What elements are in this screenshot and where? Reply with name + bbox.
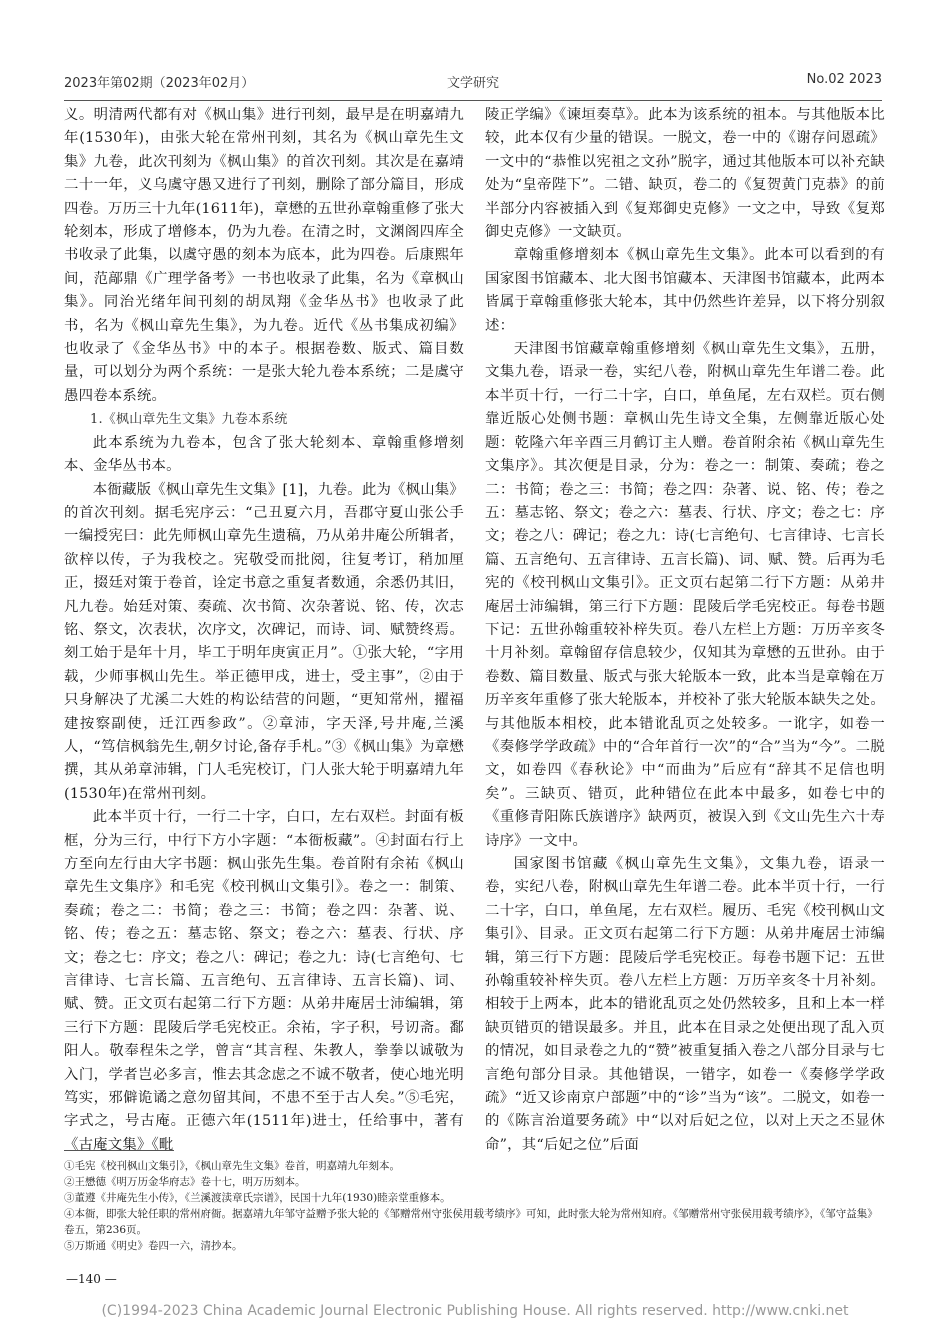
journal-issue: 2023年第02期（2023年02月） (64, 76, 255, 91)
footnote-divider (64, 1150, 174, 1151)
paragraph: 国家图书馆藏《枫山章先生文集》，文集九卷，语录一卷，实纪八卷，附枫山章先生年谱二卷。此本半页十行，一行二十字，白口，单鱼尾，左右双栏。履历、毛宪《校刊枫山文集引》、目录。正文页右起第二行下方题：从弟井庵居士沛编辑，第三行下方题：毘陵后学毛宪校正。每卷书题下记：五世孙翰重较补梓失页。卷八左栏上方题：万历辛亥冬十月补刻。相较于上两本，此本的错讹乱页之处仍然较多，且和上本一样缺页错页的错误最多。并且，此本在目录之处便出现了乱入页的情况，如目录卷之九的“赞”被重复插入卷之八部分目录与七言绝句部分目录。其他错误，一错字，如卷一《奏修学学政疏》“近又诊南京户部题”中的“诊”当为“该”。二脱文，如卷一的《陈言治道要务疏》中“以对后妃之位，以对上天之丕显休命”，其“后妃之位”后面 (485, 856, 885, 1153)
paragraph: 本衙藏版《枫山章先生文集》[1]，九卷。此为《枫山集》的首次刊刻。据毛宪序云：“己丑夏六月，吾郡守夏山张公手一编授宪曰：此先师枫山章先生遗稿，乃从弟井庵公所辑者，欲梓以传，子为我校之。宪敬受而批阅，往复考订，稍加厘正，掇廷对策于卷首，诠定书意之重复者数通，余悉仍其旧，凡九卷。始廷对策、奏疏、次书简、次杂著说、铭、传，次志铭、祭文，次表状，次序文，次碑记，而诗、词、赋赞终焉。刻工始于是年十月，毕工于明年庚寅正月”。①张大轮，“字用载，少师事枫山先生。举正德甲戌，进士，受主事”，②由于只身解决了尤溪二大姓的构讼结营的问题，“更知常州，擢福建按察副使，迁江西参政”。②章沛，字天泽,号井庵,兰溪人，“笃信枫翁先生,朝夕讨论,备存手札。”③《枫山集》为章懋撰，其从弟章沛辑，门人毛宪校订，门人张大轮于明嘉靖九年(1530年)在常州刊刻。 (64, 481, 464, 802)
footnote: ①毛宪《校刊枫山文集引》，《枫山章先生文集》卷首，明嘉靖九年刻本。 (64, 1160, 400, 1172)
header-divider (64, 100, 882, 101)
footnote: ②王懋德《明万历金华府志》卷十七，明万历刻本。 (64, 1176, 306, 1188)
running-header (64, 72, 882, 92)
footnote: ④本衙，即张大轮任职的常州府衙。据嘉靖九年邹守益赠予张大轮的《邹赠常州守张侯用载考绩序》可知，此时张大轮为常州知府。《邹赠常州守张侯用载考绩序》，《邹守益集》卷五，第236页。 (64, 1208, 878, 1236)
page-number: —140 — (66, 1272, 117, 1286)
paragraph: 章翰重修增刻本《枫山章先生文集》。此本可以看到的有国家图书馆藏本、北大图书馆藏本、天津图书馆藏本，此两本皆属于章翰重修张大轮本，其中仍然些许差异，以下将分别叙述： (485, 247, 885, 334)
paragraph: 1.《枫山章先生文集》九卷本系统 (90, 412, 288, 428)
right-column (485, 104, 885, 1157)
paragraph: 此本半页十行，一行二十字，白口，左右双栏。封面有板框，分为三行，中行下方小字题：“本衙板藏”。④封面右行上方至向左行由大字书题：枫山张先生集。卷首附有余祐《枫山章先生文集序》和毛宪《校刊枫山文集引》。卷之一：制策、奏疏；卷之二：书简；卷之三：书简；卷之四：杂著、说、铭、传；卷之五：墓志铭、祭文；卷之六：墓表、行状、序文；卷之七：序文；卷之八：碑记；卷之九：诗(七言绝句、七言律诗、七言长篇、五言绝句、五言律诗、五言长篇)、词、赋、赞。正文页右起第二行下方题：从弟井庵居士沛编辑，第三行下方题：毘陵后学毛宪校正。余祐，字子积，号讱斋。鄱阳人。敬奉程朱之学，曾言“其言程、朱教人，拳拳以诚敬为入门，学者岂必多言，惟去其念虑之不诚不敬者，使心地光明笃实，邪僻诡谲之意勿留其间，不患不至于古人矣。”⑤毛宪，字式之，号古庵。正德六年(1511年)进士，任给事中，著有《古庵文集》《毗 (64, 809, 464, 1153)
left-column (64, 104, 464, 1157)
paragraph: 天津图书馆藏章翰重修增刻《枫山章先生文集》，五册，文集九卷，语录一卷，实纪八卷，附枫山章先生年谱二卷。此本半页十行，一行二十字，白口，单鱼尾，左右双栏。页右侧靠近版心处侧书题：章枫山先生诗文全集，左侧靠近版心处题：乾隆六年辛酉三月鹤订主人赠。卷首附余祐《枫山章先生文集序》。其次便是目录，分为：卷之一：制策、奏疏；卷之二：书简；卷之三：书简；卷之四：杂著、说、铭、传；卷之五：墓志铭、祭文；卷之六：墓表、行状、序文；卷之七：序文；卷之八：碑记；卷之九：诗(七言绝句、七言律诗、七言长篇、五言绝句、五言律诗、五言长篇)、词、赋、赞。后再为毛宪的《校刊枫山文集引》。正文页右起第二行下方题：从弟井庵居士沛编辑，第三行下方题：毘陵后学毛宪校正。每卷书题下记：五世孙翰重较补梓失页。卷八左栏上方题：万历辛亥冬十月补刻。章翰留存信息较少，仅知其为章懋的五世孙。由于卷数、篇目数量、版式与张大轮版本一致，此本当是章翰在万历辛亥年重修了张大轮版本，并校补了张大轮版本缺失之处。与其他版本相校，此本错讹乱页之处较多。一讹字，如卷一《奏修学学政疏》中的“合年首行一次”的“合”当为“今”。二脱文，如卷四《春秋论》中“而曲为”后应有“辞其不足信也明矣”。三缺页、错页，此种错位在此本中最多，如卷七中的《重修青阳陈氏族谱序》缺两页，被误入到《文山先生六十寿诗序》一文中。 (485, 341, 885, 849)
paragraph: 义。明清两代都有对《枫山集》进行刊刻，最早是在明嘉靖九年(1530年)，由张大轮在常州刊刻，其名为《枫山章先生文集》九卷，此次刊刻为《枫山集》的首次刊刻。其次是在嘉靖二十一年，义乌虞守愚又进行了刊刻，删除了部分篇目，形成四卷。万历三十九年(1611年)，章懋的五世孙章翰重修了张大轮刻本，形成了增修本，仍为九卷。在清之时，文渊阁四库全书收录了此集，以虞守愚的刻本为底本，此为四卷。后康熙年间，范鄗鼎《广理学备考》一书也收录了此集，名为《章枫山集》。同治光绪年间刊刻的胡凤翔《金华丛书》也收录了此书，名为《枫山章先生集》，为九卷。近代《丛书集成初编》也收录了《金华丛书》中的本子。根据卷数、版式、篇目数量，可以划分为两个系统：一是张大轮九卷本系统；二是虞守愚四卷本系统。 (64, 107, 464, 404)
paragraph: 陵正学编》《谏垣奏草》。此本为该系统的祖本。与其他版本比较，此本仅有少量的错误。一脱文，卷一中的《谢存问恩疏》一文中的“恭惟以宪祖之文孙”脱字，通过其他版本可以补充缺处为“皇帝陛下”。二错、缺页，卷二的《复贺黄门克恭》的前半部分内容被插入到《复郑御史克修》一文之中，导致《复郑御史克修》一文缺页。 (485, 107, 885, 241)
footnotes (64, 1158, 884, 1254)
copyright-watermark: (C)1994-2023 China Academic Journal Electronic Publishing House. All rights reserved. http://www.cnki.net (101, 1303, 849, 1319)
footnote: ⑤万斯通《明史》卷四一六，清抄本。 (64, 1240, 243, 1252)
footnote: ③董遵《井庵先生小传》，《兰溪渡渎章氏宗谱》，民国十九年(1930)睦亲堂重修本。 (64, 1192, 451, 1204)
journal-title: 文学研究 (446, 76, 499, 91)
paragraph: 此本系统为九卷本，包含了张大轮刻本、章翰重修增刻本、金华丛书本。 (64, 434, 464, 475)
issue-number: No.02 2023 (806, 72, 882, 87)
